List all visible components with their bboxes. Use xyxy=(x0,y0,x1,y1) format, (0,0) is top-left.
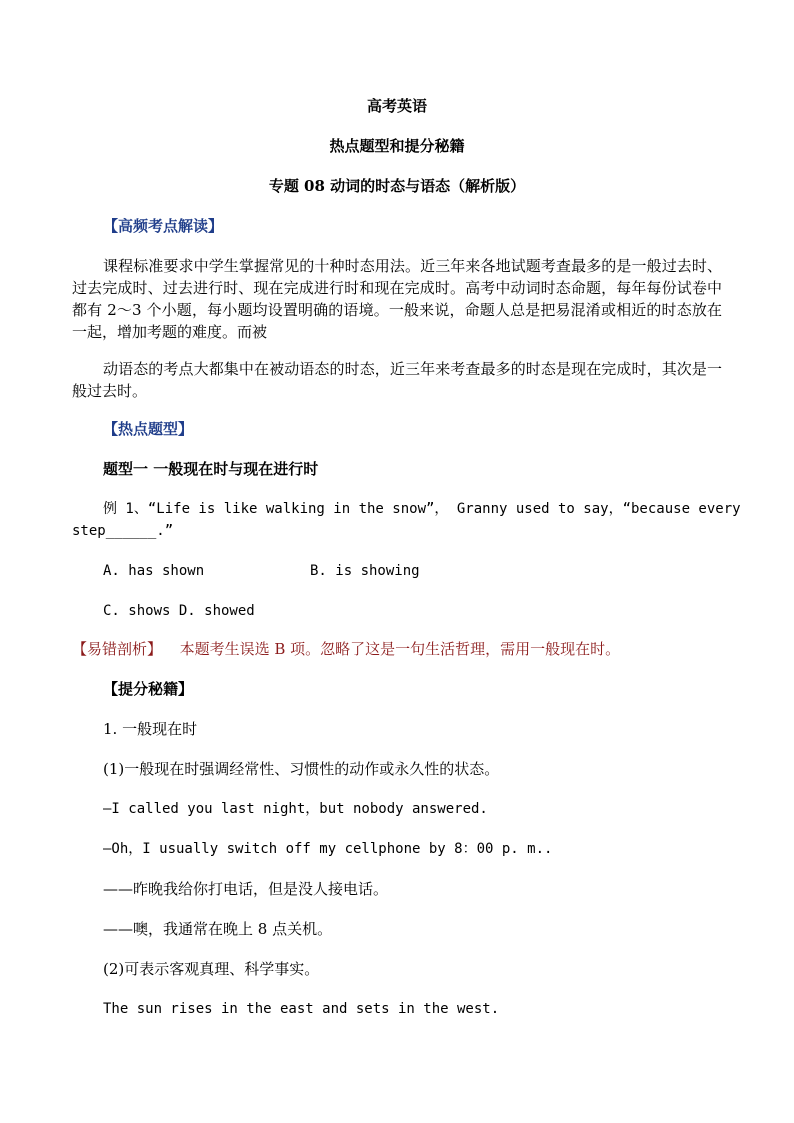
options-c-d: C. shows D. showed xyxy=(103,603,255,619)
section-heading-tips: 【提分秘籍】 xyxy=(103,680,194,698)
question-type-1-heading: 题型一 一般现在时与现在进行时 xyxy=(103,460,319,478)
doc-subtitle: 热点题型和提分秘籍 xyxy=(329,137,465,155)
error-analysis-text: 本题考生误选 B 项。忽略了这是一句生活哲理，需用一般现在时。 xyxy=(179,640,621,658)
dialog-english-1: —I called you last night，but nobody answered. xyxy=(103,801,488,817)
example-sun-sentence: The sun rises in the east and sets in the west. xyxy=(103,1001,500,1017)
tip-1-point-2: (2)可表示客观真理、科学事实。 xyxy=(103,960,320,978)
doc-title: 高考英语 xyxy=(366,97,427,115)
paragraph-2: 动语态的考点大都集中在被动语态的时态，近三年来考查最多的时态是现在完成时，其次是一般过去时。 xyxy=(72,360,722,400)
example-1-line-1: 例 1、“Life is like walking in the snow”， Granny used to say，“because every xyxy=(103,501,741,517)
error-analysis xyxy=(72,638,620,660)
option-a: A. has shown xyxy=(103,563,205,579)
section-heading-hot-types: 【热点题型】 xyxy=(103,420,194,438)
error-analysis-label: 【易错剖析】 xyxy=(72,640,163,658)
doc-topic: 专题 08 动词的时态与语态（解析版） xyxy=(268,177,526,195)
example-1-line-2: step______.” xyxy=(72,523,174,539)
dialog-chinese-2: ——噢，我通常在晚上 8 点关机。 xyxy=(103,920,333,938)
dialog-english-2: —Oh，I usually switch off my cellphone by 8：00 p. m.. xyxy=(103,841,553,857)
tip-1-heading: 1. 一般现在时 xyxy=(103,720,198,738)
dialog-chinese-1: ——昨晚我给你打电话，但是没人接电话。 xyxy=(103,880,389,898)
paragraph-1: 课程标准要求中学生掌握常见的十种时态用法。近三年来各地试题考查最多的是一般过去时、过去完成时、过去进行时、现在完成进行时和现在完成时。高考中动词时态命题，每年每份试卷中都有 2～3 个小题，每小题均设置明确的语境。一般来说，命题人总是把易混淆或相近的时态放在一起，增加考题的难度。而被 xyxy=(72,257,722,341)
tip-1-point-1: (1)一般现在时强调经常性、习惯性的动作或永久性的状态。 xyxy=(103,760,500,778)
section-heading-interpretation: 【高频考点解读】 xyxy=(103,217,224,235)
option-b: B. is showing xyxy=(310,563,420,579)
